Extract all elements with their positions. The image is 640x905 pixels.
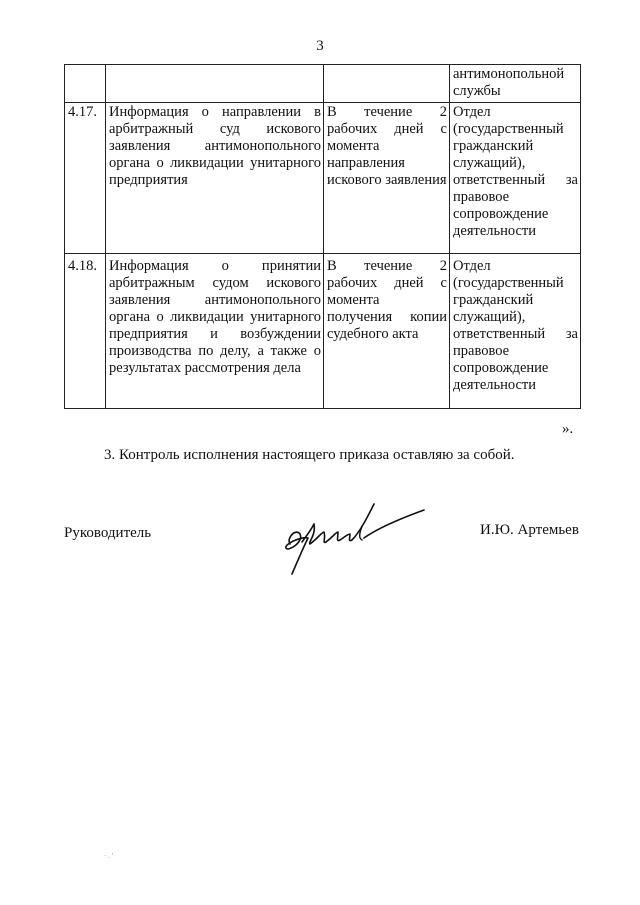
table-row: [65, 103, 581, 254]
responsible-cell: Отдел (государственный гражданский служащий), ответственный за правовое сопровождение деятельности: [450, 254, 581, 409]
table-row: [65, 254, 581, 409]
row-number: [65, 65, 106, 103]
term-cell: В течение 2 рабочих дней с момента получения копии судебного акта: [324, 254, 450, 409]
table-row: [65, 65, 581, 103]
responsible-cell: Отдел (государственный гражданский служащий), ответственный за правовое сопровождение деятельности: [450, 103, 581, 254]
responsibility-table: [64, 64, 581, 409]
responsible-cell: антимонопольной службы: [450, 65, 581, 103]
handwritten-signature: [278, 498, 428, 578]
term-cell: [324, 65, 450, 103]
scan-speck: · . ': [104, 852, 113, 860]
signatory-role: Руководитель: [64, 525, 152, 541]
info-cell: [106, 65, 324, 103]
row-number: 4.18.: [65, 254, 106, 409]
paragraph-3: 3. Контроль исполнения настоящего приказа оставляю за собой.: [104, 447, 515, 463]
page-number: 3: [316, 38, 324, 54]
closing-quote: ».: [562, 421, 574, 437]
info-cell: Информация о принятии арбитражным судом искового заявления антимонопольного органа о ликвидации унитарного предприятия и возбуждении производства по делу, а также о результатах рассмотрения дела: [106, 254, 324, 409]
info-cell: Информация о направлении в арбитражный суд искового заявления антимонопольного органа о ликвидации унитарного предприятия: [106, 103, 324, 254]
signatory-name: И.Ю. Артемьев: [480, 522, 579, 538]
term-cell: В течение 2 рабочих дней с момента направления искового заявления: [324, 103, 450, 254]
row-number: 4.17.: [65, 103, 106, 254]
